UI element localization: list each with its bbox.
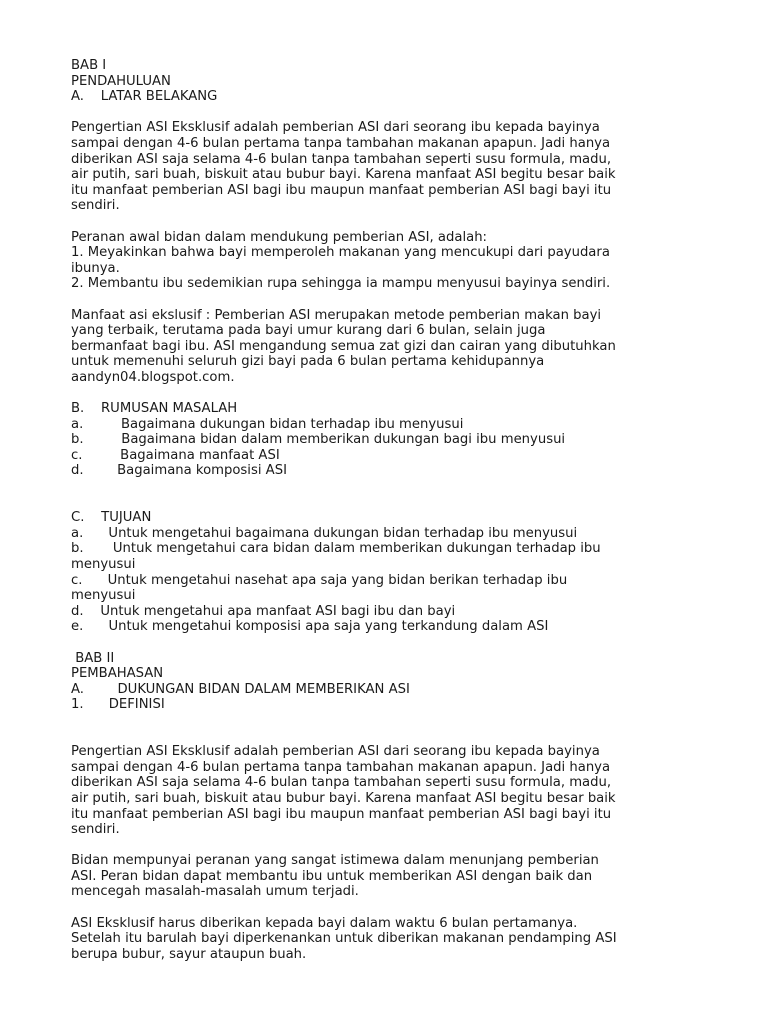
text-line: sampai dengan 4-6 bulan pertama tanpa tambahan makanan apapun. Jadi hanya	[71, 759, 611, 775]
bab2-subsection-1: 1. DEFINISI	[71, 697, 165, 713]
bab2-paragraph-2	[71, 853, 751, 900]
text-line: untuk memenuhi seluruh gizi bayi pada 6 bulan pertama kehidupannya	[71, 354, 545, 370]
list-item: e. Untuk mengetahui komposisi apa saja yang terkandung dalam ASI	[71, 619, 549, 635]
bab1-paragraph-1	[71, 120, 751, 214]
text-line: itu manfaat pemberian ASI bagi ibu maupun manfaat pemberian ASI bagi bayi itu	[71, 806, 612, 822]
text-line: 1. Meyakinkan bahwa bayi memperoleh makanan yang mencukupi dari payudara	[71, 245, 610, 261]
list-item: c. Untuk mengetahui nasehat apa saja yang bidan berikan terhadap ibu	[71, 572, 568, 588]
text-line: ASI Eksklusif harus diberikan kepada bayi dalam waktu 6 bulan pertamanya.	[71, 915, 578, 931]
bab1-section-c: C. TUJUAN	[71, 510, 152, 526]
list-item: menyusui	[71, 557, 136, 572]
bab1-heading: BAB I	[71, 58, 107, 73]
list-item: a. Untuk mengetahui bagaimana dukungan bidan terhadap ibu menyusui	[71, 525, 578, 541]
bab1-paragraph-2	[71, 230, 751, 292]
text-line: air putih, sari buah, biskuit atau bubur bayi. Karena manfaat ASI begitu besar baik	[71, 167, 616, 183]
text-line: mencegah masalah-masalah umum terjadi.	[71, 884, 359, 900]
bab2-title: PEMBAHASAN	[71, 666, 164, 682]
list-item: c. Bagaimana manfaat ASI	[71, 447, 280, 463]
list-item: b. Untuk mengetahui cara bidan dalam memberikan dukungan terhadap ibu	[71, 541, 601, 557]
list-item: menyusui	[71, 588, 136, 604]
text-line: sendiri.	[71, 822, 120, 838]
rumusan-list	[71, 417, 751, 479]
text-line: diberikan ASI saja selama 4-6 bulan tanpa tambahan seperti susu formula, madu,	[71, 151, 612, 167]
bab1-section-a: A. LATAR BELAKANG	[71, 89, 218, 105]
document-page	[71, 58, 751, 962]
text-line: Peranan awal bidan dalam mendukung pemberian ASI, adalah:	[71, 229, 487, 245]
text-line: bermanfaat bagi ibu. ASI mengandung semua zat gizi dan cairan yang dibutuhkan	[71, 338, 616, 354]
bab2-section-a: A. DUKUNGAN BIDAN DALAM MEMBERIKAN ASI	[71, 681, 410, 697]
text-line: ibunya.	[71, 260, 120, 276]
bab2-heading: BAB II	[71, 650, 115, 666]
bab1-section-b: B. RUMUSAN MASALAH	[71, 401, 238, 417]
list-item: b. Bagaimana bidan dalam memberikan dukungan bagi ibu menyusui	[71, 432, 566, 448]
text-line: sendiri.	[71, 198, 120, 214]
bab1-title: PENDAHULUAN	[71, 73, 171, 89]
bab1-paragraph-3	[71, 308, 751, 386]
text-line: 2. Membantu ibu sedemikian rupa sehingga ia mampu menyusui bayinya sendiri.	[71, 276, 611, 292]
text-line: diberikan ASI saja selama 4-6 bulan tanpa tambahan seperti susu formula, madu,	[71, 775, 612, 791]
bab2-paragraph-3	[71, 916, 751, 963]
bab2-paragraph-1	[71, 744, 751, 838]
text-line: berupa bubur, sayur ataupun buah.	[71, 946, 307, 962]
text-line: Pengertian ASI Eksklusif adalah pemberian ASI dari seorang ibu kepada bayinya	[71, 120, 600, 136]
text-line: aandyn04.blogspot.com.	[71, 369, 235, 385]
text-line: Bidan mempunyai peranan yang sangat istimewa dalam menunjang pemberian	[71, 853, 599, 869]
text-line: itu manfaat pemberian ASI bagi ibu maupun manfaat pemberian ASI bagi bayi itu	[71, 182, 612, 198]
list-item: d. Bagaimana komposisi ASI	[71, 463, 287, 479]
text-line: air putih, sari buah, biskuit atau bubur bayi. Karena manfaat ASI begitu besar baik	[71, 790, 616, 806]
text-line: yang terbaik, terutama pada bayi umur kurang dari 6 bulan, selain juga	[71, 323, 546, 339]
text-line: Pengertian ASI Eksklusif adalah pemberian ASI dari seorang ibu kepada bayinya	[71, 744, 600, 760]
text-line: sampai dengan 4-6 bulan pertama tanpa tambahan makanan apapun. Jadi hanya	[71, 135, 611, 151]
tujuan-list	[71, 526, 751, 635]
text-line: Setelah itu barulah bayi diperkenankan untuk diberikan makanan pendamping ASI	[71, 931, 617, 947]
list-item: a. Bagaimana dukungan bidan terhadap ibu menyusui	[71, 416, 464, 432]
text-line: Manfaat asi ekslusif : Pemberian ASI merupakan metode pemberian makan bayi	[71, 307, 602, 323]
text-line: ASI. Peran bidan dapat membantu ibu untuk memberikan ASI dengan baik dan	[71, 868, 593, 884]
list-item: d. Untuk mengetahui apa manfaat ASI bagi ibu dan bayi	[71, 603, 456, 619]
